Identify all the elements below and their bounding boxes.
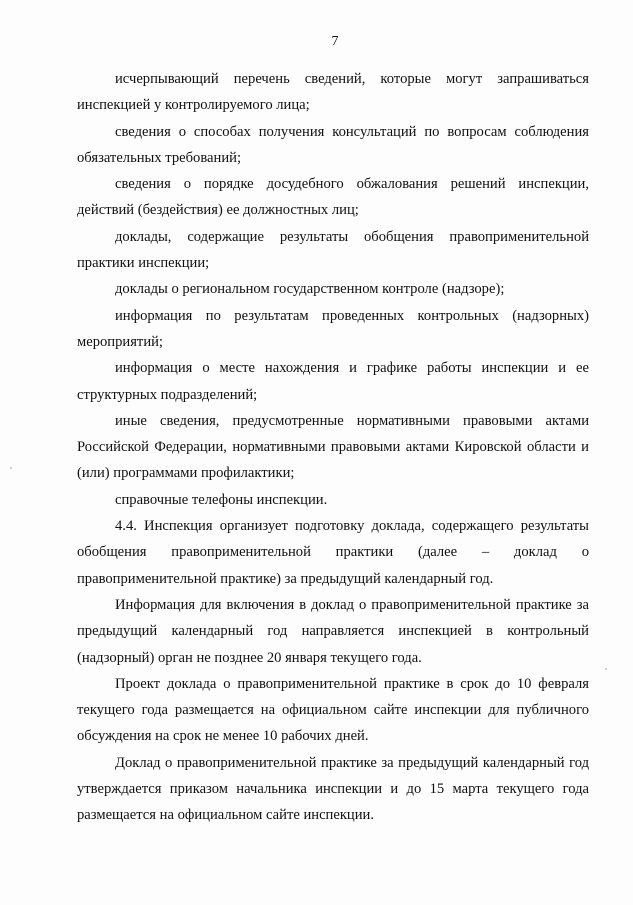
paragraph-list-item: справочные телефоны инспекции.	[115, 491, 328, 508]
paragraph-list-item: доклады, содержащие результаты обобщения правоприменительной практики инспекции;	[77, 228, 589, 272]
paragraph-list-item: информация по результатам проведенных контрольных (надзорных) мероприятий;	[77, 307, 589, 350]
paragraph-list-item: исчерпывающий перечень сведений, которые могут запрашиваться инспекцией у контролируемого лица;	[77, 71, 589, 114]
paragraph-body: Информация для включения в доклад о правоприменительной практике за предыдущий календарный год направляется инспекцией в контрольный (надзорный) орган не позднее 20 января текущего года.	[77, 596, 589, 666]
paragraph-list-item: сведения о порядке досудебного обжалования решений инспекции, действий (бездействия) ее должностных лиц;	[77, 176, 589, 219]
paragraph-list-item: информация о месте нахождения и графике работы инспекции и ее структурных подразделений;	[77, 360, 589, 403]
document-body	[77, 66, 589, 829]
paragraph-list-item: иные сведения, предусмотренные нормативными правовыми актами Российской Федерации, нормативными правовыми актами Кировской области и (или) программами профилактики;	[77, 412, 589, 482]
paragraph-list-item: доклады о региональном государственном контроле (надзоре);	[115, 281, 505, 298]
page-number: 7	[331, 34, 339, 49]
scan-speck	[10, 467, 12, 469]
paragraph-section-4-4: 4.4. Инспекция организует подготовку доклада, содержащего результаты обобщения правоприменительной практики (далее – доклад о правоприменительной практике) за предыдущий календарный год.	[77, 518, 589, 587]
paragraph-body: Проект доклада о правоприменительной практике в срок до 10 февраля текущего года размещается на официальном сайте инспекции для публичного обсуждения на срок не менее 10 рабочих дней.	[77, 675, 589, 745]
paragraph-body: Доклад о правоприменительной практике за предыдущий календарный год утверждается приказом начальника инспекции и до 15 марта текущего года размещается на официальном сайте инспекции.	[77, 754, 589, 824]
paragraph-list-item: сведения о способах получения консультаций по вопросам соблюдения обязательных требований;	[77, 123, 589, 166]
scan-speck	[605, 668, 607, 670]
